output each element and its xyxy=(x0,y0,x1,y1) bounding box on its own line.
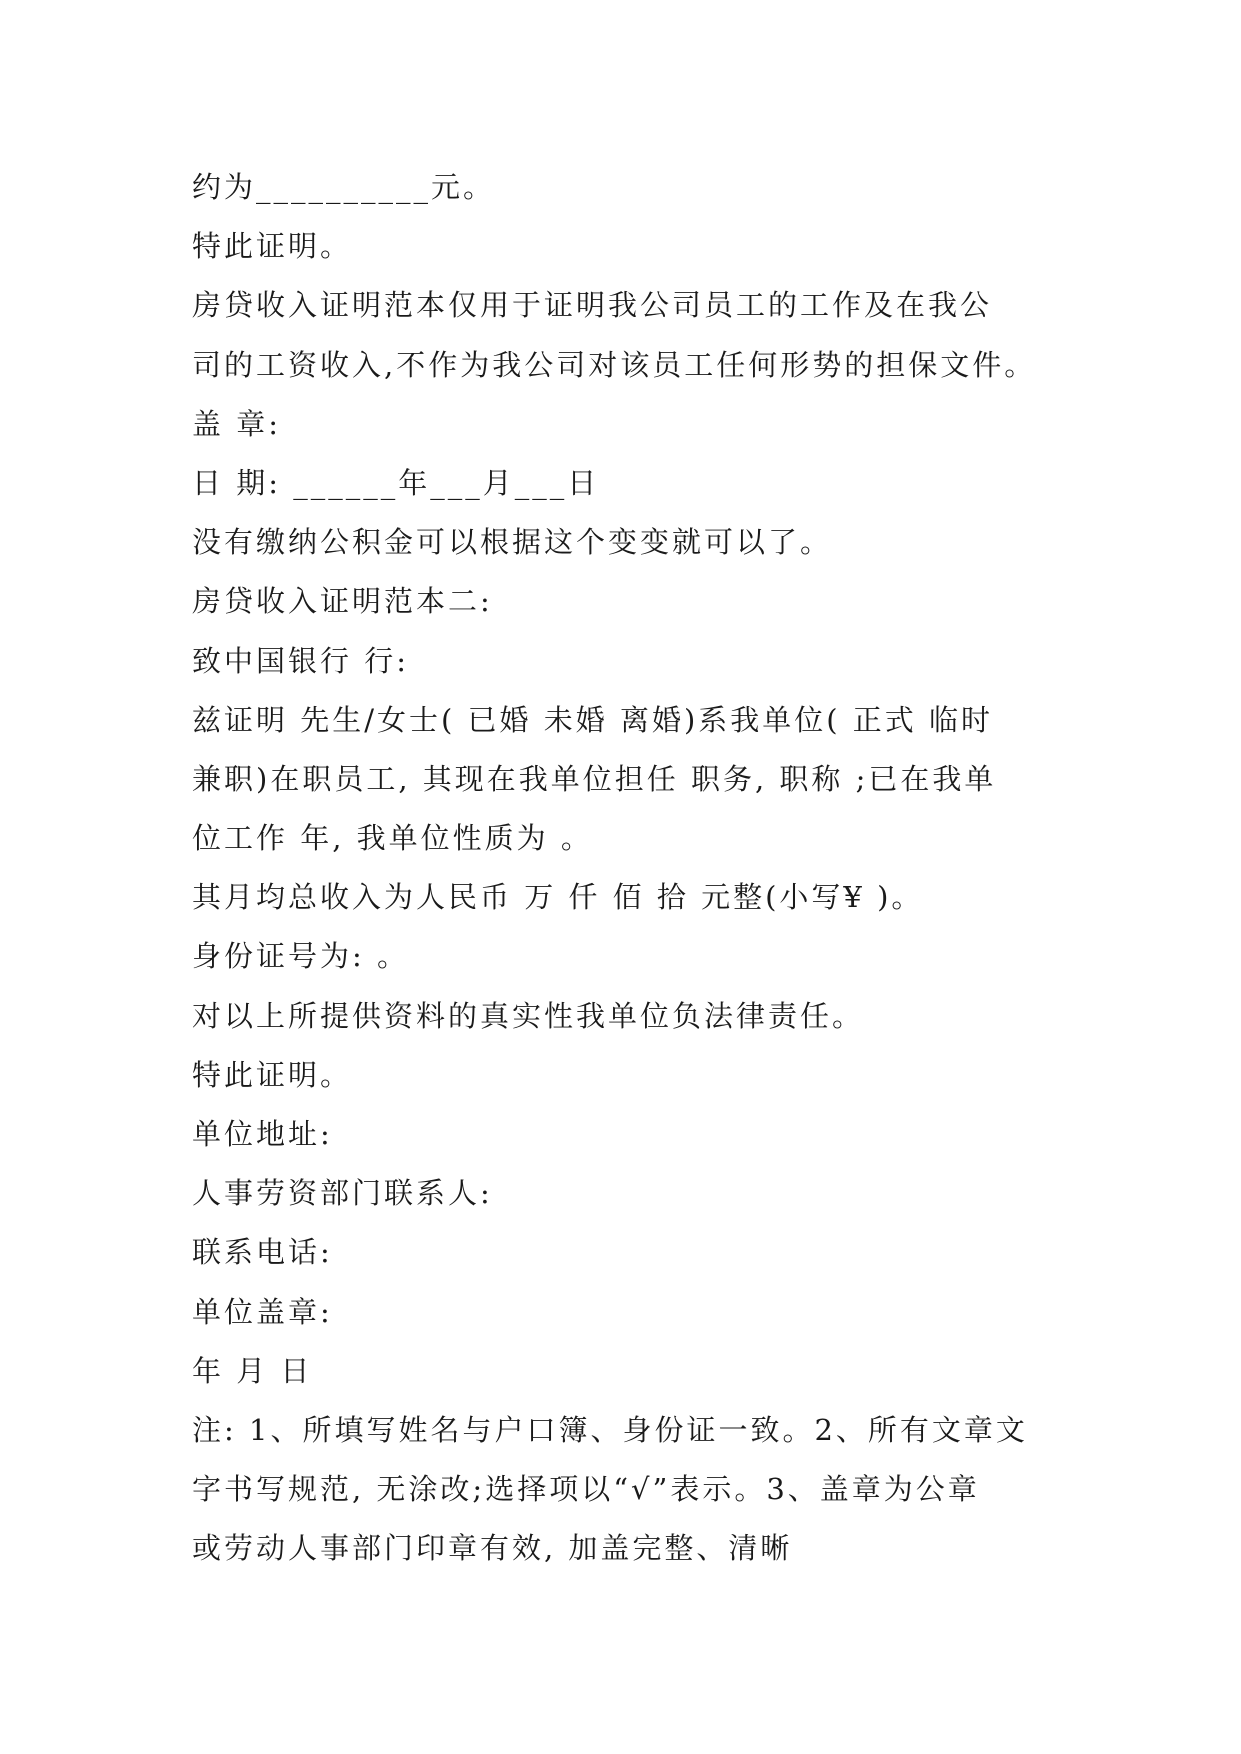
text-line: 其月均总收入为人民币 万 仟 佰 拾 元整(小写¥ )。 xyxy=(192,880,924,915)
section-heading: 房贷收入证明范本二: xyxy=(192,584,493,619)
text-line: 房贷收入证明范本仅用于证明我公司员工的工作及在我公 xyxy=(192,288,993,323)
text-line: 联系电话: xyxy=(192,1235,333,1270)
text-line: 身份证号为: 。 xyxy=(192,939,409,974)
text-line: 致中国银行 行: xyxy=(192,643,409,678)
document-body xyxy=(192,158,1062,1579)
note-line: 注: 1、所填写姓名与户口簿、身份证一致。2、所有文章文 xyxy=(192,1412,1028,1447)
text-line: 没有缴纳公积金可以根据这个变变就可以了。 xyxy=(192,525,833,560)
text-line: 对以上所提供资料的真实性我单位负法律责任。 xyxy=(192,998,865,1033)
text-line: 日 期: ______年___月___日 xyxy=(192,465,600,500)
text-line: 兹证明 先生/女士( 已婚 未婚 离婚)系我单位( 正式 临时 xyxy=(192,702,994,737)
note-line: 或劳动人事部门印章有效, 加盖完整、清晰 xyxy=(192,1531,793,1566)
text-line: 年 月 日 xyxy=(192,1353,313,1388)
text-line: 约为__________元。 xyxy=(192,170,496,204)
text-line: 单位地址: xyxy=(192,1117,333,1151)
text-line: 特此证明。 xyxy=(192,229,353,264)
text-line: 单位盖章: xyxy=(192,1294,333,1329)
text-line: 兼职)在职员工, 其现在我单位担任 职务, 职称 ;已在我单 xyxy=(192,761,997,796)
text-line: 位工作 年, 我单位性质为 。 xyxy=(192,821,593,856)
text-line: 盖 章: xyxy=(192,406,281,441)
note-line: 字书写规范, 无涂改;选择项以“√”表示。3、盖章为公章 xyxy=(192,1472,980,1507)
text-line: 特此证明。 xyxy=(192,1057,353,1092)
text-line: 人事劳资部门联系人: xyxy=(192,1176,493,1211)
text-line: 司的工资收入,不作为我公司对该员工任何形势的担保文件。 xyxy=(192,347,1037,382)
